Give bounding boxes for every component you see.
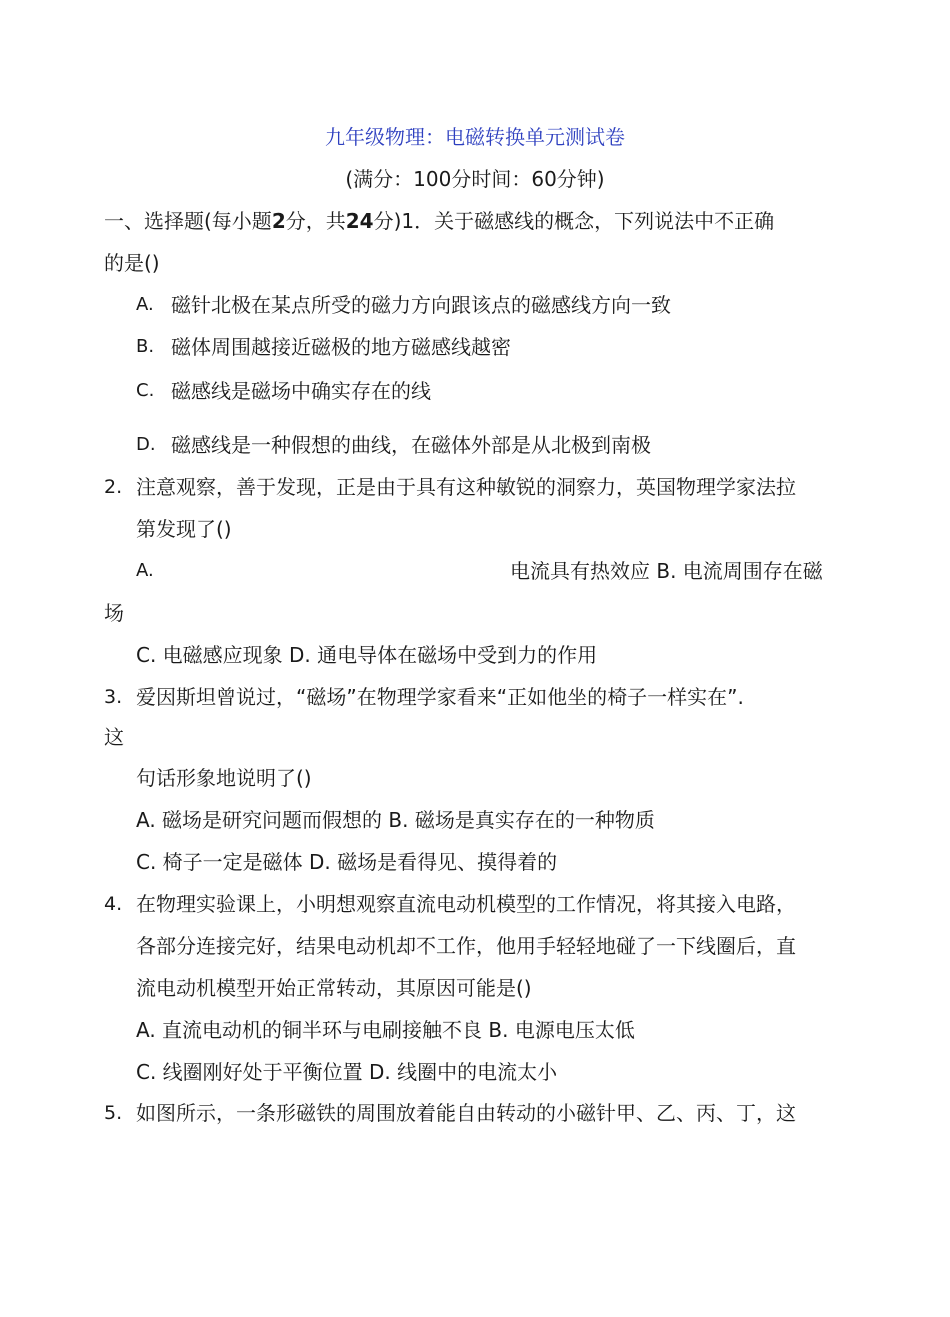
q3-number: 3. <box>104 686 123 708</box>
q4-stem-line1: 在物理实验课上，小明想观察直流电动机模型的工作情况，将其接入电路， <box>136 892 796 916</box>
q1-option-c: 磁感线是磁场中确实存在的线 <box>171 379 431 403</box>
page-title: 九年级物理：电磁转换单元测试卷 <box>325 125 625 149</box>
q5-number: 5. <box>104 1102 123 1124</box>
section-intro-c: 分)1．关于磁感线的概念，下列说法中不正确 <box>373 209 775 233</box>
section-intro-b: 分，共 <box>285 209 346 233</box>
q2-option-a-b: 电流具有热效应 B. 电流周围存在磁 <box>510 559 823 583</box>
q2-number: 2. <box>104 476 123 498</box>
q1-option-b-label: B. <box>136 336 155 357</box>
q2-stem-line2: 第发现了() <box>136 517 232 541</box>
q2-option-a-label: A. <box>136 560 154 581</box>
q1-option-b: 磁体周围越接近磁极的地方磁感线越密 <box>171 335 511 359</box>
q1-option-d: 磁感线是一种假想的曲线，在磁体外部是从北极到南极 <box>171 433 651 457</box>
q1-option-a: 磁针北极在某点所受的磁力方向跟该点的磁感线方向一致 <box>171 293 671 317</box>
q3-stem-wrap: 这 <box>104 725 124 749</box>
q4-option-a-b: A. 直流电动机的铜半环与电刷接触不良 B. 电源电压太低 <box>136 1018 635 1042</box>
score-time-info: (满分：100分时间：60分钟) <box>345 167 605 191</box>
q1-option-d-label: D. <box>136 434 156 455</box>
q2-stem-line1: 注意观察，善于发现，正是由于具有这种敏锐的洞察力，英国物理学家法拉 <box>136 475 796 499</box>
q4-number: 4. <box>104 893 123 915</box>
q4-stem-line3: 流电动机模型开始正常转动，其原因可能是() <box>136 976 532 1000</box>
q3-option-a-b: A. 磁场是研究问题而假想的 B. 磁场是真实存在的一种物质 <box>136 808 655 832</box>
question-1-continued: 的是() <box>104 251 160 275</box>
q3-stem-line1: 爱因斯坦曾说过，“磁场”在物理学家看来“正如他坐的椅子一样实在”. <box>136 685 744 709</box>
q3-stem-line2: 句话形象地说明了() <box>136 766 312 790</box>
q4-option-c-d: C. 线圈刚好处于平衡位置 D. 线圈中的电流太小 <box>136 1060 558 1084</box>
total-score: 24 <box>345 209 374 233</box>
q2-option-b-wrap: 场 <box>104 601 124 625</box>
q2-option-c-d: C. 电磁感应现象 D. 通电导体在磁场中受到力的作用 <box>136 643 598 667</box>
q1-option-c-label: C. <box>136 380 155 401</box>
per-question-score: 2 <box>271 209 286 233</box>
q4-stem-line2: 各部分连接完好，结果电动机却不工作，他用手轻轻地碰了一下线圈后，直 <box>136 934 796 958</box>
section-intro-a: 一、选择题(每小题 <box>104 209 272 233</box>
q3-option-c-d: C. 椅子一定是磁体 D. 磁场是看得见、摸得着的 <box>136 850 558 874</box>
section-heading <box>104 207 774 235</box>
q5-stem-line1: 如图所示，一条形磁铁的周围放着能自由转动的小磁针甲、乙、丙、丁，这 <box>136 1101 796 1125</box>
q1-option-a-label: A. <box>136 294 154 315</box>
